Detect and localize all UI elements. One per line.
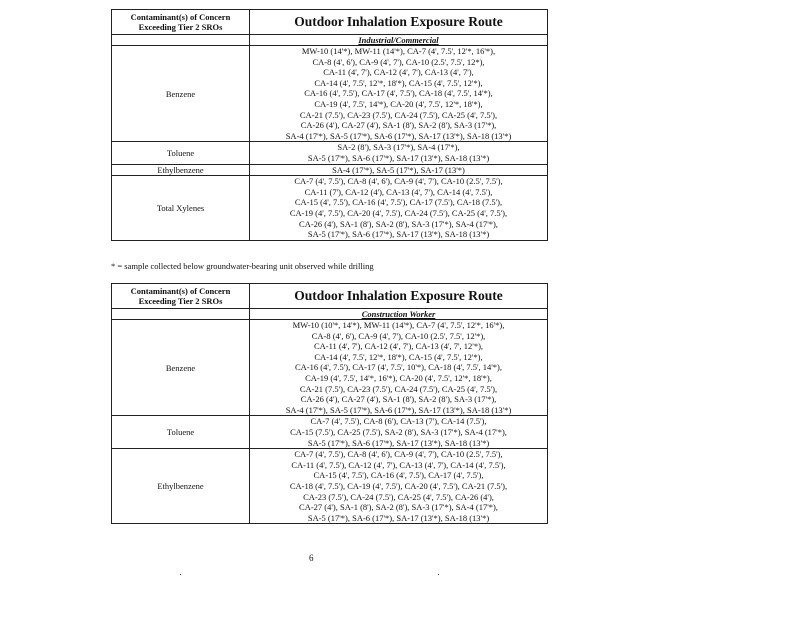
sample-locations: SA-4 (17'*), SA-5 (17'*), SA-17 (13'*) — [250, 164, 548, 176]
chemical-name: Ethylbenzene — [112, 164, 250, 176]
table-construction-worker — [111, 283, 548, 524]
table-row — [112, 320, 548, 416]
sample-locations: MW-10 (10'*, 14'*), MW-11 (14'*), CA-7 (4', 7.5', 12'*, 16'*), CA-8 (4', 6'), CA-9 (4', 7'), CA-10 (2.5', 7.5', 12'*), CA-11 (4', 7'), CA-12 (4', 7'), CA-13 (4', 7', 12'*), CA-14 (4', 7.5', 12'*, 18'*), CA-15 (4', 7.5', 12'*), CA-16 (4', 7.5'), CA-17 (4', 7.5', 10'*), CA-18 (4', 7.5', 14'*), CA-19 (4', 7.5', 14'*, 16'*), CA-20 (4', 7.5', 12'*, 18'*), CA-21 (7.5'), CA-23 (7.5'), CA-24 (7.5'), CA-25 (4', 7.5'), CA-26 (4'), CA-27 (4'), SA-1 (8'), SA-2 (8'), SA-3 (17'*), SA-4 (17'*), SA-5 (17'*), SA-6 (17'*), SA-17 (13'*), SA-18 (13'*) — [250, 320, 548, 416]
scan-speck — [438, 574, 439, 575]
table-row — [112, 46, 548, 142]
table-row — [112, 164, 548, 176]
header-exposure-route: Outdoor Inhalation Exposure Route — [250, 284, 548, 309]
table-industrial-commercial — [111, 9, 548, 241]
section-label: Construction Worker — [250, 309, 548, 320]
scan-speck — [180, 574, 181, 575]
page-number: 6 — [309, 553, 314, 563]
chemical-name: Toluene — [112, 142, 250, 164]
sample-locations: CA-7 (4', 7.5'), CA-8 (4', 6'), CA-9 (4', 7'), CA-10 (2.5', 7.5'), CA-11 (4', 7.5'), CA-12 (4', 7'), CA-13 (4', 7'), CA-14 (4', 7.5'), CA-15 (4', 7.5'), CA-16 (4', 7.5'), CA-17 (4', 7.5'), CA-18 (4', 7.5'), CA-19 (4', 7.5'), CA-20 (4', 7.5'), CA-21 (7.5'), CA-23 (7.5'), CA-24 (7.5'), CA-25 (4', 7.5'), CA-26 (4'), CA-27 (4'), SA-1 (8'), SA-2 (8'), SA-3 (17'*), SA-4 (17'*), SA-5 (17'*), SA-6 (17'*), SA-17 (13'*), SA-18 (13'*) — [250, 449, 548, 524]
footnote: * = sample collected below groundwater-bearing unit observed while drilling — [111, 261, 374, 271]
header-exposure-route: Outdoor Inhalation Exposure Route — [250, 10, 548, 35]
header-contaminants: Contaminant(s) of Concern Exceeding Tier 2 SROs — [112, 284, 250, 309]
sample-locations: MW-10 (14'*), MW-11 (14'*), CA-7 (4', 7.5', 12'*, 16'*), CA-8 (4', 6'), CA-9 (4', 7'), CA-10 (2.5', 7.5', 12*), CA-11 (4', 7'), CA-12 (4', 7'), CA-13 (4', 7'), CA-14 (4', 7.5', 12'*, 18'*), CA-15 (4', 7.5', 12'*), CA-16 (4', 7.5'), CA-17 (4', 7.5'), CA-18 (4', 7.5', 14'*), CA-19 (4', 7.5', 14'*), CA-20 (4', 7.5', 12'*, 18'*), CA-21 (7.5'), CA-23 (7.5'), CA-24 (7.5'), CA-25 (4', 7.5'), CA-26 (4'), CA-27 (4'), SA-1 (8'), SA-2 (8'), SA-3 (17'*), SA-4 (17'*), SA-5 (17'*), SA-6 (17'*), SA-17 (13'*), SA-18 (13'*) — [250, 46, 548, 142]
sample-locations: CA-7 (4', 7.5'), CA-8 (4', 6'), CA-9 (4', 7'), CA-10 (2.5', 7.5'), CA-11 (7'), CA-12 (4'), CA-13 (4', 7'), CA-14 (4', 7.5'), CA-15 (4', 7.5'), CA-16 (4', 7.5'), CA-17 (7.5'), CA-18 (7.5'), CA-19 (4', 7.5'), CA-20 (4', 7.5'), CA-24 (7.5'), CA-25 (4', 7.5'), CA-26 (4'), SA-1 (8'), SA-2 (8'), SA-3 (17'*), SA-4 (17'*), SA-5 (17'*), SA-6 (17'*), SA-17 (13'*), SA-18 (13'*) — [250, 176, 548, 241]
chemical-name: Toluene — [112, 416, 250, 449]
chemical-name: Benzene — [112, 320, 250, 416]
sample-locations: SA-2 (8'), SA-3 (17'*), SA-4 (17'*), SA-5 (17'*), SA-6 (17'*), SA-17 (13'*), SA-18 (13'*) — [250, 142, 548, 164]
sample-locations: CA-7 (4', 7.5'), CA-8 (6'), CA-13 (7'), CA-14 (7.5'), CA-15 (7.5'), CA-25 (7.5'), SA-2 (8'), SA-3 (17'*), SA-4 (17'*), SA-5 (17'*), SA-6 (17'*), SA-17 (13'*), SA-18 (13'*) — [250, 416, 548, 449]
chemical-name: Total Xylenes — [112, 176, 250, 241]
table-row — [112, 142, 548, 164]
header-contaminants: Contaminant(s) of Concern Exceeding Tier 2 SROs — [112, 10, 250, 35]
table-row — [112, 176, 548, 241]
table-row — [112, 449, 548, 524]
chemical-name: Benzene — [112, 46, 250, 142]
section-label: Industrial/Commercial — [250, 35, 548, 46]
table-row — [112, 416, 548, 449]
chemical-name: Ethylbenzene — [112, 449, 250, 524]
